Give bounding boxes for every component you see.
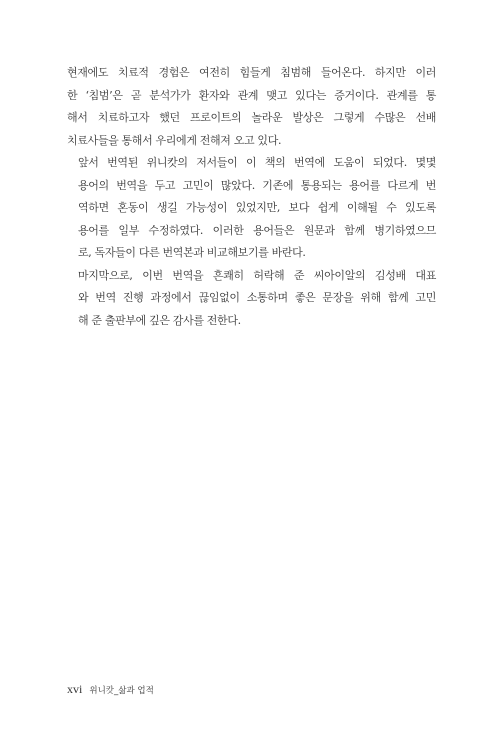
text-line: 한 ‘침범’은 곧 분석가가 환자와 관계 맺고 있다는 증거이다. 관계를 통 [67, 88, 436, 102]
text-line: 치료사들을 통해서 우리에게 전해져 오고 있다. [67, 133, 282, 147]
paragraph [67, 152, 436, 265]
text-line: 해 준 출판부에 깊은 감사를 전한다. [78, 313, 241, 327]
text-line: 용어를 일부 수정하였다. 이러한 용어들은 원문과 함께 병기하였으므 [78, 223, 436, 237]
text-line: 해서 치료하고자 했던 프로이트의 놀라운 발상은 그렇게 수많은 선배 [67, 111, 436, 124]
text-line: 용어의 번역을 두고 고민이 많았다. 기존에 통용되는 용어를 다르게 번 [78, 178, 436, 192]
text-line: 앞서 번역된 위니캇의 저서들이 이 책의 번역에 도움이 되었다. 몇몇 [78, 156, 436, 169]
paragraph [67, 62, 436, 152]
body-text [67, 62, 436, 332]
running-head: 위니캇_삶과 업적 [89, 686, 154, 696]
text-line: 와 번역 진행 과정에서 끊임없이 소통하며 좋은 문장을 위해 함께 고민 [78, 291, 436, 304]
paragraph [67, 265, 436, 333]
text-line: 현재에도 치료적 경험은 여전히 힘들게 침범해 들어온다. 하지만 이러 [67, 66, 436, 79]
text-line: 마지막으로, 이번 번역을 흔쾌히 허락해 준 씨아이알의 김성배 대표 [78, 268, 436, 282]
page-number: xvi [67, 682, 83, 696]
text-line: 로, 독자들이 다른 번역본과 비교해보기를 바란다. [78, 246, 306, 259]
page-footer [67, 682, 154, 697]
text-line: 역하면 혼동이 생길 가능성이 있었지만, 보다 쉽게 이해될 수 있도록 [78, 201, 436, 214]
